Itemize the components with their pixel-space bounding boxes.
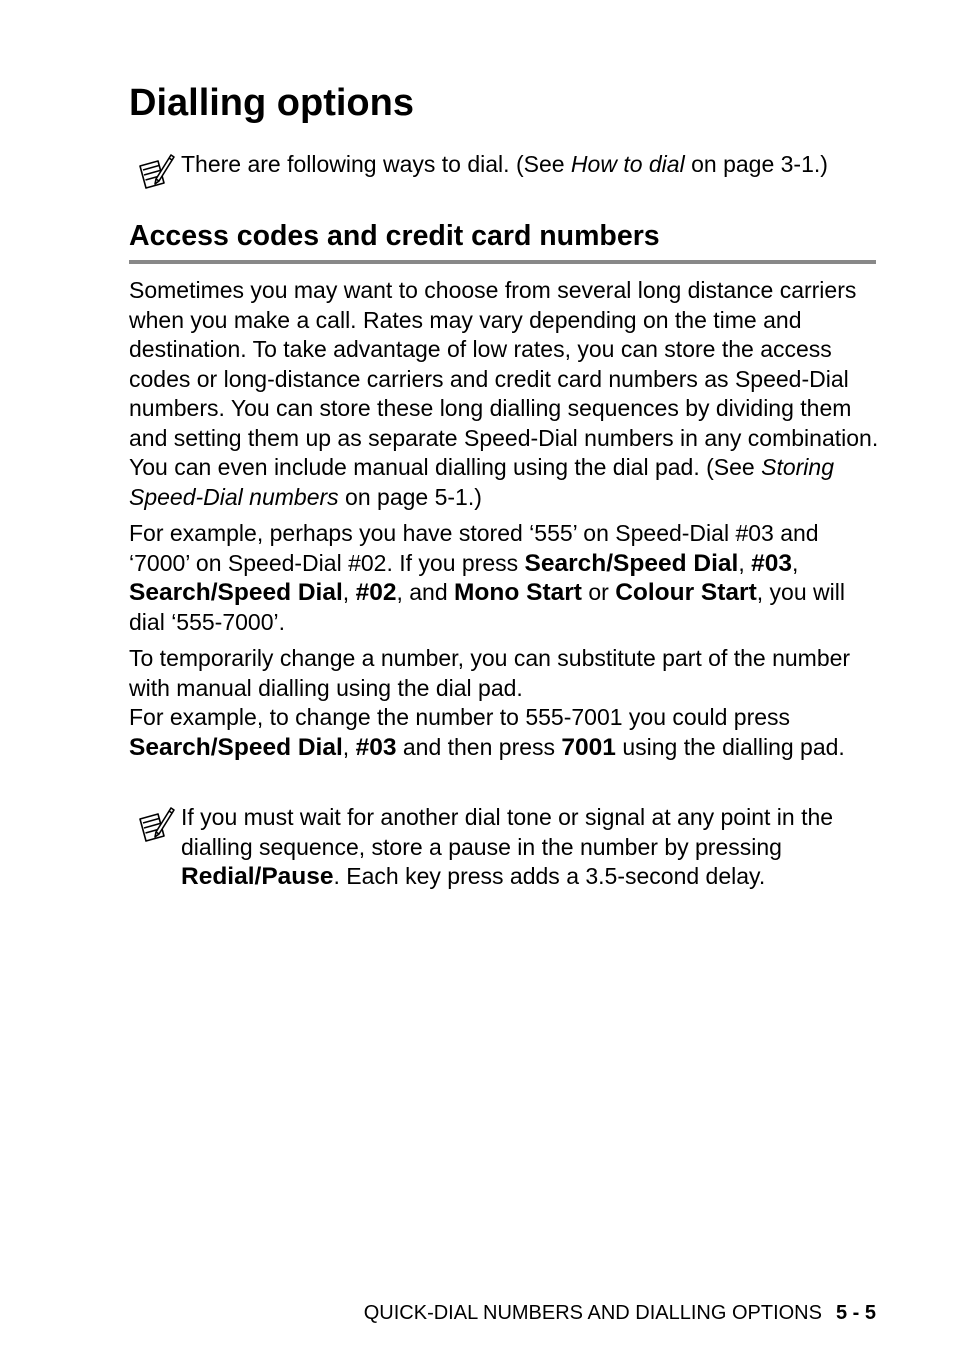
key-search-speed-dial: Search/Speed Dial xyxy=(129,579,343,606)
key-02: #02 xyxy=(355,579,397,606)
page-footer xyxy=(364,1300,876,1326)
key-colour-start: Colour Start xyxy=(615,579,757,606)
note-pause xyxy=(134,803,878,892)
note-pencil-icon xyxy=(134,805,176,843)
cross-reference-storing-speed-dial: Storing Speed-Dial numbers xyxy=(129,454,834,510)
section-heading: Access codes and credit card numbers xyxy=(129,216,876,264)
paragraph-temporary-change: To temporarily change a number, you can substitute part of the number with manual dialling using the dial pad. For example, to change the number to 555-7001 you could press Search/Speed Dial, #03 and then press 7001 using the dialling pad. xyxy=(129,645,851,761)
key-03: #03 xyxy=(355,733,397,761)
note-dial-ways xyxy=(134,150,878,180)
key-mono-start: Mono Start xyxy=(454,579,582,606)
page-number: 5 - 5 xyxy=(835,1302,876,1324)
note-pencil-icon xyxy=(134,152,176,190)
page-title: Dialling options xyxy=(129,82,414,124)
paragraph-example: For example, perhaps you have stored ‘555’ on Speed-Dial #03 and ‘7000’ on Speed-Dial #02. If you press Search/Speed Dial, #03, Search/Speed Dial, #02, and Mono Start or Colour Start, you will dial ‘555-7000’. xyxy=(129,520,845,635)
key-redial-pause: Redial/Pause xyxy=(181,863,334,890)
paragraph-carriers: Sometimes you may want to choose from several long distance carriers when you make a call. Rates may vary depending on the time and destination. To take advantage of low rates, you can store the access codes or long-distance carriers and credit card numbers as Speed-Dial numbers. You can store these long dialling sequences by dividing them and setting them up as separate Speed-Dial numbers in any combination. You can even include manual dialling using the dial pad. (See Storing Speed-Dial numbers on page 5-1.) xyxy=(129,277,879,510)
cross-reference-how-to-dial: How to dial xyxy=(570,151,685,177)
key-search-speed-dial: Search/Speed Dial xyxy=(129,733,343,761)
key-search-speed-dial: Search/Speed Dial xyxy=(524,549,739,577)
key-7001: 7001 xyxy=(561,733,616,761)
note-text: If you must wait for another dial tone or signal at any point in the dialling sequence, store a pause in the number by pressing Redial/Pause. Each key press adds a 3.5-second delay. xyxy=(181,804,834,890)
footer-chapter: QUICK-DIAL NUMBERS AND DIALLING OPTIONS xyxy=(363,1302,822,1324)
key-03: #03 xyxy=(751,549,792,577)
note-text: There are following ways to dial. (See How to dial on page 3-1.) xyxy=(181,151,828,177)
